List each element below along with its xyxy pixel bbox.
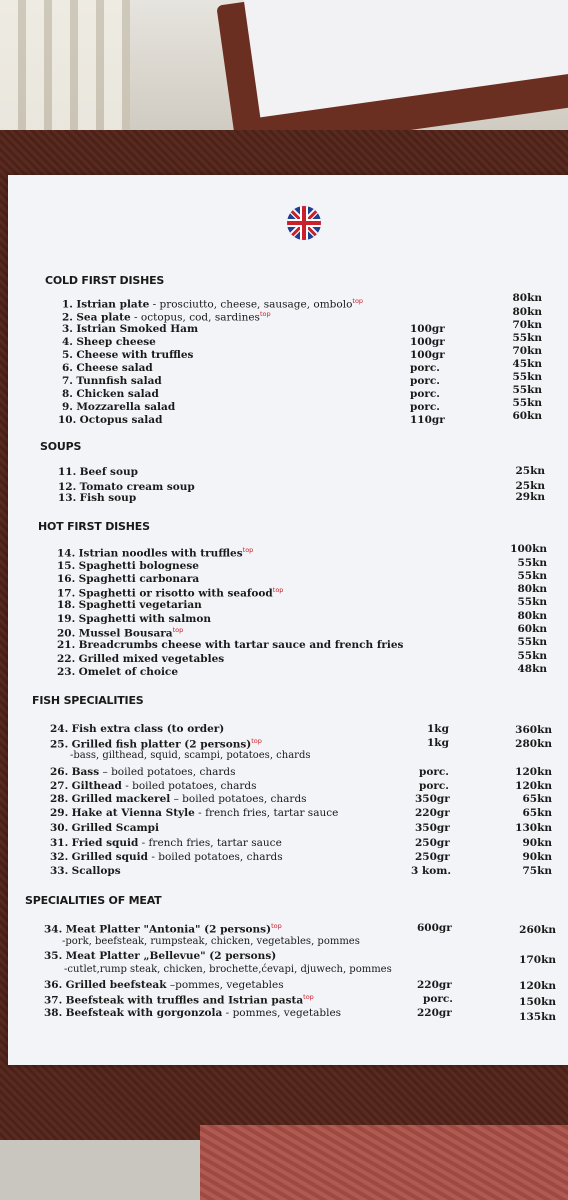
tablecloth — [200, 1125, 568, 1200]
item-price: 130kn — [515, 822, 552, 834]
menu-item-name — [50, 807, 338, 819]
item-number: 3. — [62, 323, 73, 335]
top-badge: top — [242, 546, 254, 554]
menu-item-name — [62, 401, 175, 413]
item-price: 25kn — [515, 465, 545, 477]
item-number: 35. — [44, 950, 63, 962]
menu-item-name — [62, 349, 193, 361]
item-number: 28. — [50, 793, 69, 805]
item-description: - french fries, tartar sauce — [194, 807, 339, 819]
item-portion: 220gr — [417, 979, 452, 991]
background-railing — [0, 0, 130, 130]
item-portion: 1kg — [427, 723, 449, 735]
item-portion: 600gr — [417, 922, 452, 934]
item-portion: porc. — [423, 993, 453, 1005]
item-price: 55kn — [512, 332, 542, 344]
item-title: Breadcrumbs cheese with tartar sauce and french fries — [78, 639, 404, 651]
item-portion: 3 kom. — [411, 865, 452, 877]
item-sub-description: -cutlet,rump steak, chicken, brochette,ćevapi, djuwech, pommes — [64, 964, 392, 975]
menu-item-name — [44, 979, 284, 991]
item-title: Sea plate — [76, 311, 131, 324]
menu-item-name — [50, 837, 282, 849]
item-title: Istrian plate — [76, 298, 150, 311]
item-portion: porc. — [419, 780, 449, 792]
item-price: 360kn — [515, 724, 552, 736]
item-title: Spaghetti with salmon — [78, 613, 211, 625]
item-number: 37. — [44, 994, 63, 1007]
item-number: 7. — [62, 375, 73, 387]
item-number: 5. — [62, 349, 73, 361]
item-description: – boiled potatoes, chards — [170, 793, 307, 805]
top-badge: top — [259, 310, 271, 318]
item-number: 36. — [44, 979, 63, 991]
menu-item-name — [57, 599, 202, 611]
item-number: 21. — [57, 639, 76, 651]
item-number: 6. — [62, 362, 73, 374]
item-price: 80kn — [517, 610, 547, 622]
item-number: 4. — [62, 336, 73, 348]
uk-flag-icon — [287, 206, 321, 240]
item-number: 25. — [50, 738, 69, 751]
menu-item-name — [44, 1007, 341, 1019]
item-number: 27. — [50, 780, 69, 792]
item-price: 80kn — [517, 583, 547, 595]
top-badge: top — [271, 922, 282, 930]
menu-item-name — [50, 780, 257, 792]
item-portion: 100gr — [410, 349, 445, 361]
item-portion: porc. — [410, 388, 440, 400]
item-number: 26. — [50, 766, 69, 778]
item-price: 75kn — [522, 865, 552, 877]
item-portion: 350gr — [415, 822, 450, 834]
menu-item-name — [57, 573, 199, 585]
item-price: 55kn — [517, 636, 547, 648]
item-number: 14. — [57, 547, 76, 560]
item-price: 80kn — [512, 306, 542, 318]
item-title: Gilthead — [71, 780, 122, 792]
menu-item-name — [57, 666, 178, 678]
menu-item-name — [62, 336, 156, 348]
item-title: Cheese with truffles — [76, 349, 194, 361]
item-price: 60kn — [512, 410, 542, 422]
item-sub-description: -bass, gilthead, squid, scampi, potatoes, chards — [70, 750, 311, 761]
item-title: Omelet of choice — [78, 666, 179, 678]
item-portion: porc. — [410, 401, 440, 413]
menu-item-name — [57, 653, 224, 665]
menu-item-name — [50, 865, 121, 877]
item-number: 24. — [50, 723, 69, 735]
item-price: 48kn — [517, 663, 547, 675]
menu-item-name — [44, 993, 314, 1007]
menu-item-name — [57, 639, 403, 651]
item-portion: 100gr — [410, 323, 445, 335]
item-price: 280kn — [515, 738, 552, 750]
item-portion: 110gr — [410, 414, 445, 426]
item-price: 29kn — [515, 491, 545, 503]
item-title: Fried squid — [71, 837, 139, 849]
item-number: 16. — [57, 573, 76, 585]
item-description: – boiled potatoes, chards — [99, 766, 236, 778]
item-price: 55kn — [517, 557, 547, 569]
item-price: 70kn — [512, 319, 542, 331]
item-title: Spaghetti vegetarian — [78, 599, 202, 611]
item-number: 17. — [57, 587, 76, 600]
menu-item-name — [57, 560, 199, 572]
menu-item-name — [50, 737, 262, 751]
item-price: 90kn — [522, 837, 552, 849]
item-title: Istrian Smoked Ham — [76, 323, 199, 335]
menu-item-name — [62, 375, 162, 387]
item-number: 34. — [44, 923, 63, 936]
item-description: - pommes, vegetables — [222, 1007, 342, 1019]
item-description: - prosciutto, cheese, sausage, ombolo — [149, 298, 353, 311]
top-badge: top — [272, 586, 284, 594]
item-number: 18. — [57, 599, 76, 611]
item-price: 55kn — [512, 384, 542, 396]
item-title: Grilled mackerel — [71, 793, 171, 805]
item-portion: 350gr — [415, 793, 450, 805]
item-title: Meat Platter "Antonia" (2 persons) — [65, 923, 272, 936]
top-badge: top — [352, 297, 364, 305]
item-number: 38. — [44, 1007, 63, 1019]
item-number: 33. — [50, 865, 69, 877]
item-number: 23. — [57, 666, 76, 678]
menu-item-name — [57, 546, 253, 560]
item-number: 15. — [57, 560, 76, 572]
item-title: Tunnfish salad — [76, 375, 162, 387]
menu-item-name — [62, 362, 153, 374]
top-badge: top — [172, 626, 184, 634]
item-number: 31. — [50, 837, 69, 849]
item-price: 55kn — [512, 371, 542, 383]
section-title-cold: COLD FIRST DISHES — [45, 274, 165, 287]
item-title: Meat Platter „Bellevue" (2 persons) — [65, 950, 277, 962]
menu-item-name — [57, 586, 283, 600]
item-number: 20. — [57, 627, 76, 640]
item-number: 9. — [62, 401, 73, 413]
item-title: Spaghetti carbonara — [78, 573, 200, 585]
menu-item-name — [44, 950, 276, 962]
item-title: Fish soup — [79, 492, 137, 504]
item-portion: 220gr — [417, 1007, 452, 1019]
item-title: Istrian noodles with truffles — [78, 547, 243, 560]
top-badge: top — [303, 993, 314, 1001]
item-portion: 100gr — [410, 336, 445, 348]
item-price: 70kn — [512, 345, 542, 357]
item-price: 120kn — [515, 780, 552, 792]
item-title: Mussel Bousara — [78, 627, 173, 640]
menu-item-name — [58, 492, 136, 504]
item-title: Sheep cheese — [76, 336, 156, 348]
menu-item-name — [50, 766, 235, 778]
item-number: 10. — [58, 414, 77, 426]
item-portion: 220gr — [415, 807, 450, 819]
item-number: 2. — [62, 311, 73, 324]
item-description: - boiled potatoes, chards — [121, 780, 257, 792]
item-description: - octopus, cod, sardines — [130, 311, 260, 324]
item-price: 65kn — [522, 793, 552, 805]
item-number: 30. — [50, 822, 69, 834]
item-price: 55kn — [517, 570, 547, 582]
menu-item-name — [50, 851, 283, 863]
item-portion: porc. — [410, 362, 440, 374]
item-portion: 250gr — [415, 851, 450, 863]
item-number: 12. — [58, 481, 77, 493]
item-price: 135kn — [519, 1011, 556, 1023]
item-number: 22. — [57, 653, 76, 665]
section-title-hot: HOT FIRST DISHES — [38, 520, 150, 533]
item-price: 260kn — [519, 924, 556, 936]
top-badge: top — [251, 737, 262, 745]
item-number: 29. — [50, 807, 69, 819]
item-title: Grilled beefsteak — [65, 979, 167, 991]
item-title: Chicken salad — [76, 388, 159, 400]
menu-item-name — [62, 310, 271, 324]
item-number: 32. — [50, 851, 69, 863]
item-title: Octopus salad — [79, 414, 163, 426]
item-title: Grilled Scampi — [71, 822, 159, 834]
item-title: Spaghetti or risotto with seafood — [78, 587, 273, 600]
item-price: 100kn — [510, 543, 547, 555]
item-portion: porc. — [410, 375, 440, 387]
item-title: Beefsteak with truffles and Istrian pasta — [65, 994, 304, 1007]
item-price: 90kn — [522, 851, 552, 863]
item-number: 13. — [58, 492, 77, 504]
item-price: 45kn — [512, 358, 542, 370]
item-title: Spaghetti bolognese — [78, 560, 199, 572]
menu-item-name — [62, 323, 198, 335]
item-number: 11. — [58, 466, 77, 478]
item-price: 120kn — [519, 980, 556, 992]
item-price: 55kn — [517, 650, 547, 662]
menu-item-name — [58, 414, 162, 426]
item-title: Hake at Vienna Style — [71, 807, 195, 819]
item-title: Mozzarella salad — [76, 401, 176, 413]
item-title: Beef soup — [79, 466, 138, 478]
menu-item-name — [58, 466, 138, 478]
menu-item-name — [44, 922, 282, 936]
item-price: 55kn — [517, 596, 547, 608]
item-price: 25kn — [515, 480, 545, 492]
item-title: Grilled squid — [71, 851, 148, 863]
item-description: –pommes, vegetables — [166, 979, 284, 991]
menu-item-name — [50, 793, 307, 805]
item-price: 120kn — [515, 766, 552, 778]
item-description: - french fries, tartar sauce — [138, 837, 282, 849]
item-price: 150kn — [519, 996, 556, 1008]
item-title: Beefsteak with gorgonzola — [65, 1007, 223, 1019]
item-title: Grilled fish platter (2 persons) — [71, 738, 252, 751]
item-price: 170kn — [519, 954, 556, 966]
item-portion: porc. — [419, 766, 449, 778]
item-number: 19. — [57, 613, 76, 625]
item-sub-description: -pork, beefsteak, rumpsteak, chicken, vegetables, pommes — [62, 936, 360, 947]
item-description: - boiled potatoes, chards — [148, 851, 283, 863]
item-portion: 250gr — [415, 837, 450, 849]
menu-item-name — [50, 822, 159, 834]
section-title-fish: FISH SPECIALITIES — [32, 694, 144, 707]
item-price: 55kn — [512, 397, 542, 409]
menu-item-name — [50, 723, 224, 735]
section-title-meat: SPECIALITIES OF MEAT — [25, 894, 162, 907]
menu-item-name — [62, 388, 159, 400]
item-number: 1. — [62, 298, 73, 311]
item-portion: 1kg — [427, 737, 449, 749]
item-title: Tomato cream soup — [79, 481, 195, 493]
item-title: Fish extra class (to order) — [71, 723, 225, 735]
item-title: Bass — [71, 766, 100, 778]
item-price: 60kn — [517, 623, 547, 635]
item-title: Grilled mixed vegetables — [78, 653, 225, 665]
item-price: 65kn — [522, 807, 552, 819]
menu-item-name — [62, 297, 363, 311]
item-price: 80kn — [512, 292, 542, 304]
section-title-soups: SOUPS — [40, 440, 82, 453]
item-title: Scallops — [71, 865, 121, 877]
menu-item-name — [57, 613, 211, 625]
menu-item-name — [57, 626, 183, 640]
item-title: Cheese salad — [76, 362, 153, 374]
item-number: 8. — [62, 388, 73, 400]
